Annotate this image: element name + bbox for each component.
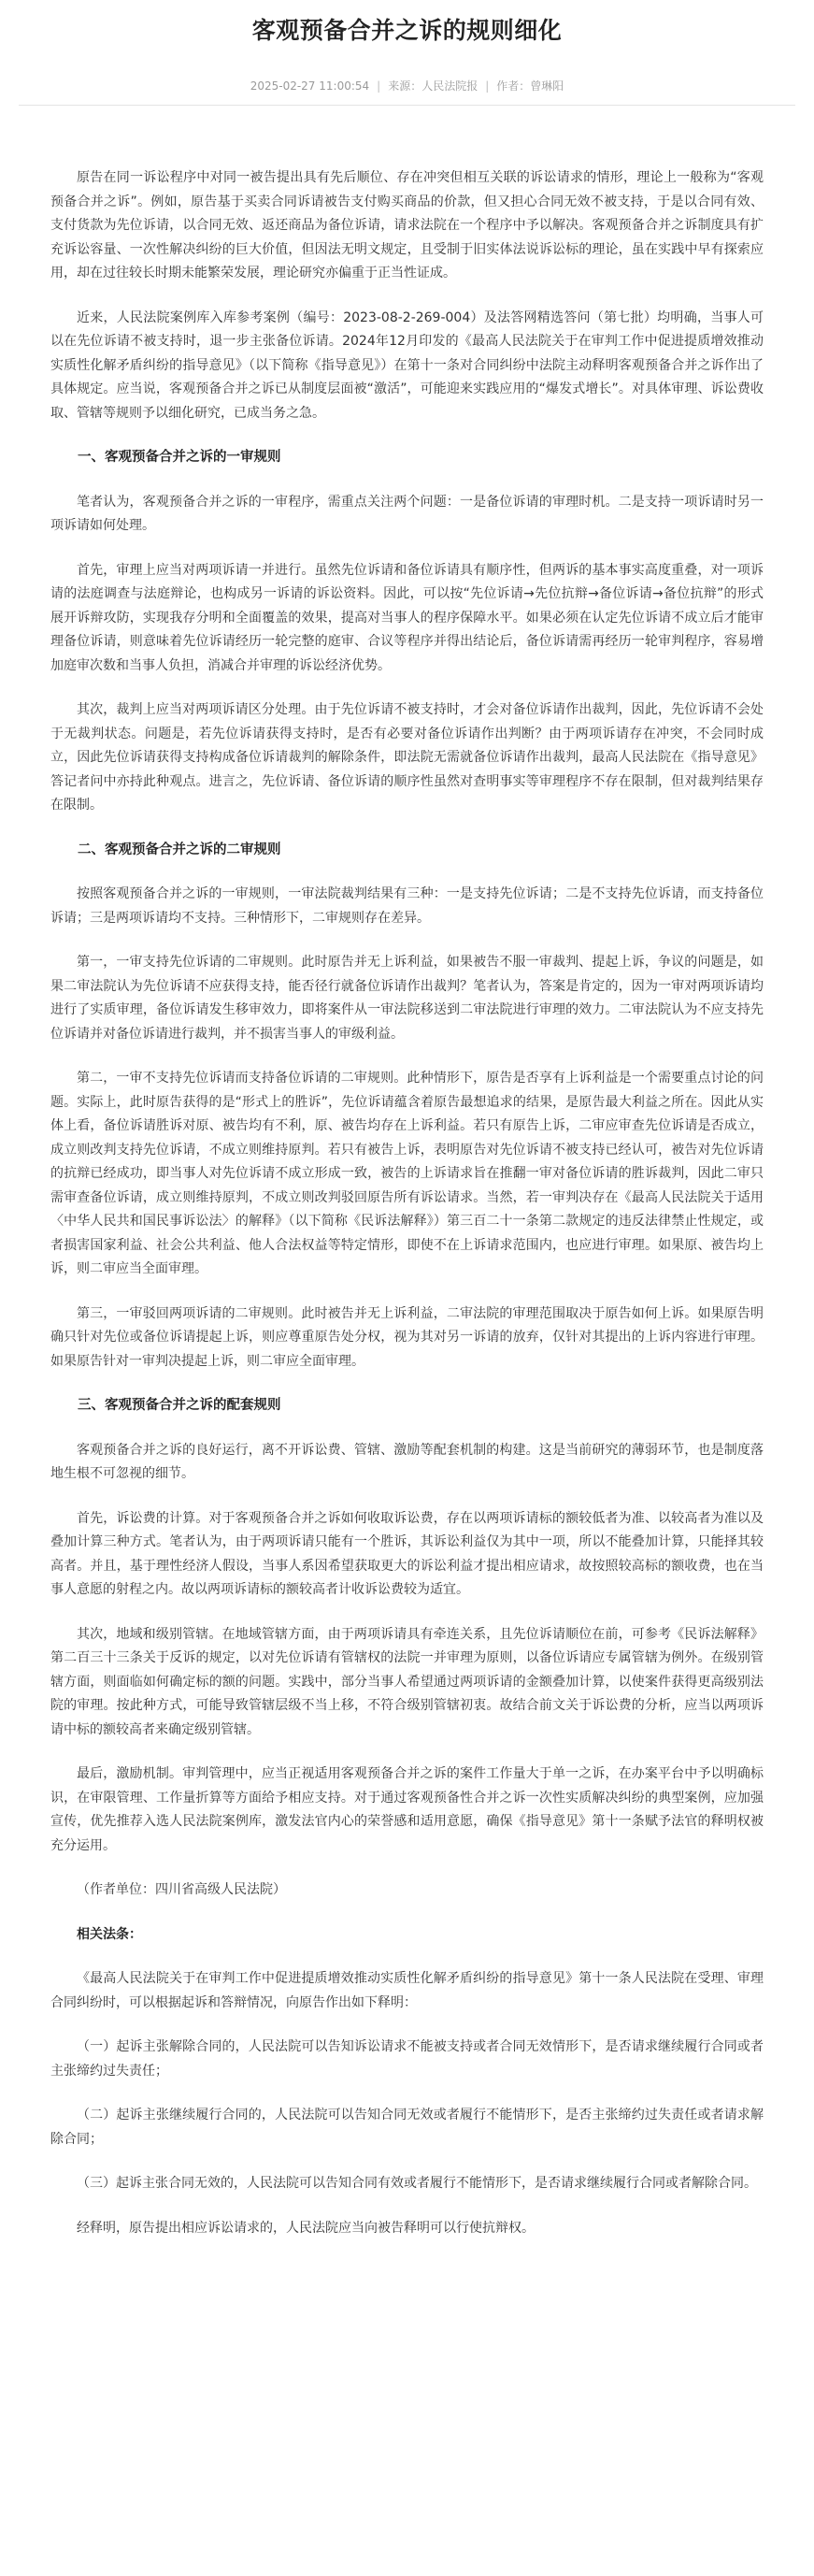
section-paragraph: 第二，一审不支持先位诉请而支持备位诉请的二审规则。此种情形下，原告是否享有上诉利益是一个需要重点讨论的问题。实际上，此时原告获得的是“形式上的胜诉”，先位诉请蕴含着原告最想追求的结果，是原告最大利益之所在。因此从实体上看，备位诉请胜诉对原、被告均有不利，原、被告均存在上诉利益。若只有原告上诉，二审应审查先位诉请是否成立，成立则改判支持先位诉请，不成立则维持原判。若只有被告上诉，表明原告对先位诉请不被支持已经认可，被告对先位诉请的抗辩已经成功，即当事人对先位诉请不成立形成一致，被告的上诉请求旨在推翻一审对备位诉请的胜诉裁判，因此二审只需审查备位诉请，成立则维持原判，不成立则改判驳回原告所有诉讼请求。当然，若一审判决存在《最高人民法院关于适用〈中华人民共和国民事诉讼法〉的解释》（以下简称《民诉法解释》）第三百二十一条第二款规定的违反法律禁止性规定，或者损害国家利益、社会公共利益、他人合法权益等特定情形，即使不在上诉请求范围内，也应进行审理。如果原、被告均上诉，则二审应当全面审理。 — [50, 1071, 764, 1276]
intro-paragraph: 原告在同一诉讼程序中对同一被告提出具有先后顺位、存在冲突但相互关联的诉讼请求的情形，理论上一般称为“客观预备合并之诉”。例如，原告基于买卖合同诉请被告支付购买商品的价款，但又担心合同无效不被支持，于是以合同有效、支付货款为先位诉请，以合同无效、返还商品为备位诉请，请求法院在一个程序中予以解决。客观预备合并之诉制度具有扩充诉讼容量、一次性解决纠纷的巨大价值，但因法无明文规定，且受制于旧实体法说诉讼标的理论，虽在实践中早有探索应用，却在过往较长时期未能繁荣发展，理论研究亦偏重于正当性证成。 — [50, 170, 764, 281]
section-paragraph: 首先，审理上应当对两项诉请一并进行。虽然先位诉请和备位诉请具有顺序性，但两诉的基本事实高度重叠，对一项诉请的法庭调查与法庭辩论，也构成另一诉请的诉讼资料。因此，可以按“先位诉请→先位抗辩→备位诉请→备位抗辩”的形式展开诉辩攻防，实现我存分明和全面覆盖的效果，提高对当事人的程序保障水平。如果必须在认定先位诉请不成立后才能审理备位诉请，则意味着先位诉请经历一轮完整的庭审、合议等程序并得出结论后，备位诉请需再经历一轮审判程序，容易增加庭审次数和当事人负担，消减合并审理的诉讼经济优势。 — [50, 562, 764, 673]
section-paragraph: 客观预备合并之诉的良好运行，离不开诉讼费、管辖、激励等配套机制的构建。这是当前研究的薄弱环节，也是制度落地生根不可忽视的细节。 — [50, 1442, 764, 1481]
section-paragraph: 其次，地域和级别管辖。在地域管辖方面，由于两项诉请具有牵连关系，且先位诉请顺位在前，可参考《民诉法解释》第二百三十三条关于反诉的规定，以对先位诉请有管辖权的法院一并审理为原则，以备位诉请应专属管辖为例外。在级别管辖方面，则面临如何确定标的额的问题。实践中，部分当事人希望通过两项诉请的金额叠加计算，以使案件获得更高级别法院的审理。按此种方式，可能导致管辖层级不当上移，不符合级别管辖初衷。故结合前文关于诉讼费的分析，应当以两项诉请中标的额较高者来确定级别管辖。 — [50, 1626, 764, 1737]
related-law-item: （一）起诉主张解除合同的，人民法院可以告知诉讼请求不能被支持或者合同无效情形下，是否请求继续履行合同或者主张缔约过失责任； — [50, 2039, 764, 2079]
related-law-item: （二）起诉主张继续履行合同的，人民法院可以告知合同无效或者履行不能情形下，是否主张缔约过失责任或者请求解除合同； — [50, 2108, 764, 2147]
section-paragraph: 其次，裁判上应当对两项诉请区分处理。由于先位诉请不被支持时，才会对备位诉请作出裁判，因此，先位诉请不会处于无裁判状态。问题是，若先位诉请获得支持时，是否有必要对备位诉请作出判断？由于两项诉请存在冲突，不会同时成立，因此先位诉请获得支持构成备位诉请裁判的解除条件，即法院无需就备位诉请作出裁判，最高人民法院在《指导意见》答记者问中亦持此种观点。进言之，先位诉请、备位诉请的顺序性虽然对查明事实等审理程序不存在限制，但对裁判结果存在限制。 — [50, 702, 764, 813]
related-law-paragraph: 《最高人民法院关于在审判工作中促进提质增效推动实质性化解矛盾纠纷的指导意见》第十一条人民法院在受理、审理合同纠纷时，可以根据起诉和答辩情况，向原告作出如下释明： — [50, 1971, 764, 2010]
section-paragraph: 首先，诉讼费的计算。对于客观预备合并之诉如何收取诉讼费，存在以两项诉请标的额较低者为准、以较高者为准以及叠加计算三种方式。笔者认为，由于两项诉请只能有一个胜诉，其诉讼利益仅为其中一项，所以不能叠加计算，只能择其较高者。并且，基于理性经济人假设，当事人系因希望获取更大的诉讼利益才提出相应请求，故按照较高标的额收费，也在当事人意愿的射程之内。故以两项诉请标的额较高者计收诉讼费较为适宜。 — [50, 1510, 764, 1597]
related-law-item: （三）起诉主张合同无效的，人民法院可以告知合同有效或者履行不能情形下，是否请求继续履行合同或者解除合同。 — [77, 2176, 757, 2191]
meta-separator: | — [485, 79, 490, 93]
related-laws-heading: 相关法条： — [77, 1926, 142, 1942]
section-paragraph: 最后，激励机制。审判管理中，应当正视适用客观预备合并之诉的案件工作量大于单一之诉，在办案平台中予以明确标识，在审限管理、工作量折算等方面给予相应支持。对于通过客观预备性合并之诉一次性实质解决纠纷的典型案例，应加强宣传，优先推荐入选人民法院案例库，激发法官内心的荣誉感和适用意愿，确保《指导意见》第十一条赋予法官的释明权被充分运用。 — [50, 1766, 764, 1853]
article-meta — [0, 78, 814, 94]
section-paragraph: 第一，一审支持先位诉请的二审规则。此时原告并无上诉利益，如果被告不服一审裁判、提起上诉，争议的问题是，如果二审法院认为先位诉请不应获得支持，能否径行就备位诉请作出裁判？笔者认为，答案是肯定的，因为一审对两项诉请均进行了实质审理，备位诉请发生移审效力，即将案件从一审法院移送到二审法院进行审理的效力。二审法院认为不应支持先位诉请并对备位诉请进行裁判，并不损害当事人的审级利益。 — [50, 955, 764, 1042]
article-author: 作者：曾琳阳 — [496, 79, 564, 93]
article-title: 客观预备合并之诉的规则细化 — [251, 17, 563, 44]
section-heading: 三、客观预备合并之诉的配套规则 — [78, 1398, 281, 1413]
section-heading: 二、客观预备合并之诉的二审规则 — [78, 842, 281, 857]
related-law-paragraph: 经释明，原告提出相应诉讼请求的，人民法院应当向被告释明可以行使抗辩权。 — [77, 2220, 535, 2236]
header-divider — [19, 105, 795, 106]
section-paragraph: 第三，一审驳回两项诉请的二审规则。此时被告并无上诉利益，二审法院的审理范围取决于原告如何上诉。如果原告明确只针对先位或备位诉请提起上诉，则应尊重原告处分权，视为其对另一诉请的放弃，仅针对其提出的上诉内容进行审理。如果原告针对一审判决提起上诉，则二审应全面审理。 — [50, 1305, 764, 1369]
section-paragraph: 按照客观预备合并之诉的一审规则，一审法院裁判结果有三种：一是支持先位诉请；二是不支持先位诉请，而支持备位诉请；三是两项诉请均不支持。三种情形下，二审规则存在差异。 — [50, 886, 764, 926]
author-unit: （作者单位：四川省高级人民法院） — [77, 1882, 286, 1897]
publish-date: 2025-02-27 11:00:54 — [250, 79, 370, 93]
article-body — [50, 166, 764, 2261]
intro-paragraph: 近来，人民法院案例库入库参考案例（编号：2023-08-2-269-004）及法答网精选答问（第七批）均明确，当事人可以在先位诉请不被支持时，退一步主张备位诉请。2024年12月印发的《最高人民法院关于在审判工作中促进提质增效推动实质性化解矛盾纠纷的指导意见》（以下简称《指导意见》）在第十一条对合同纠纷中法院主动释明客观预备合并之诉作出了具体规定。应当说，客观预备合并之诉已从制度层面被“激活”，可能迎来实践应用的“爆发式增长”。对具体审理、诉讼费收取、管辖等规则予以细化研究，已成当务之急。 — [50, 309, 764, 421]
article-source: 来源：人民法院报 — [388, 79, 478, 93]
section-heading: 一、客观预备合并之诉的一审规则 — [78, 450, 281, 465]
section-paragraph: 笔者认为，客观预备合并之诉的一审程序，需重点关注两个问题：一是备位诉请的审理时机。二是支持一项诉请时另一项诉请如何处理。 — [50, 494, 764, 533]
meta-separator: | — [377, 79, 381, 93]
